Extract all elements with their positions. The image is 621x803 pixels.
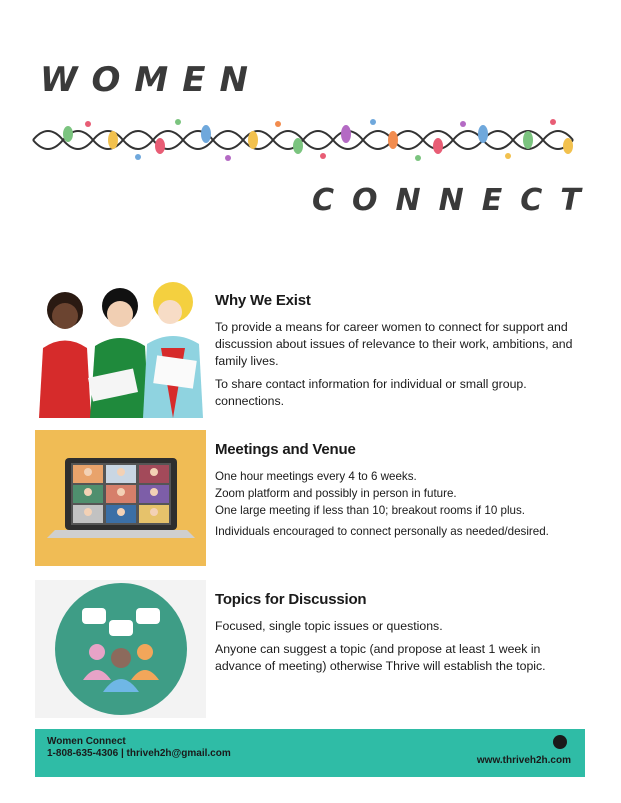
section-paragraph: To provide a means for career women to connect for support and discussion about issues of relevance to their work, ambitions, and family lives.: [215, 320, 573, 368]
section-paragraph: Focused, single topic issues or questions.: [215, 619, 443, 633]
section-heading: Topics for Discussion: [215, 591, 367, 608]
section-heading: Why We Exist: [215, 292, 311, 309]
footer-contact: 1-808-635-4306 | thriveh2h@gmail.com: [47, 748, 231, 759]
section-text: [215, 591, 587, 681]
section-line: One large meeting if less than 10; breakout rooms if 10 plus.: [215, 504, 525, 517]
section-text: [215, 292, 587, 416]
garland-divider: [28, 112, 588, 168]
section-line: Individuals encouraged to connect personally as needed/desired.: [215, 525, 549, 538]
section-heading: Meetings and Venue: [215, 441, 356, 458]
title-women: WOMEN: [40, 60, 262, 100]
footer: [35, 729, 585, 777]
section-why-we-exist: [35, 278, 595, 418]
section-topics: [35, 580, 595, 718]
discussion-group-icon: [35, 580, 206, 718]
video-call-laptop: [35, 430, 206, 566]
section-line: One hour meetings every 4 to 6 weeks.: [215, 470, 417, 483]
footer-org-name: Women Connect: [47, 736, 126, 747]
section-meetings-venue: [35, 430, 595, 566]
section-text: [215, 441, 587, 540]
section-paragraph: Anyone can suggest a topic (and propose at least 1 week in advance of meeting) otherwise Thrive will establish the topic.: [215, 642, 546, 673]
section-line: Zoom platform and possibly in person in future.: [215, 487, 457, 500]
footer-logo-icon: [553, 735, 567, 749]
women-illustration: [35, 278, 206, 418]
section-paragraph: To share contact information for individual or small group. connections.: [215, 377, 527, 408]
footer-website-link[interactable]: www.thriveh2h.com: [476, 755, 571, 766]
title-connect: CONNECT: [312, 183, 599, 218]
